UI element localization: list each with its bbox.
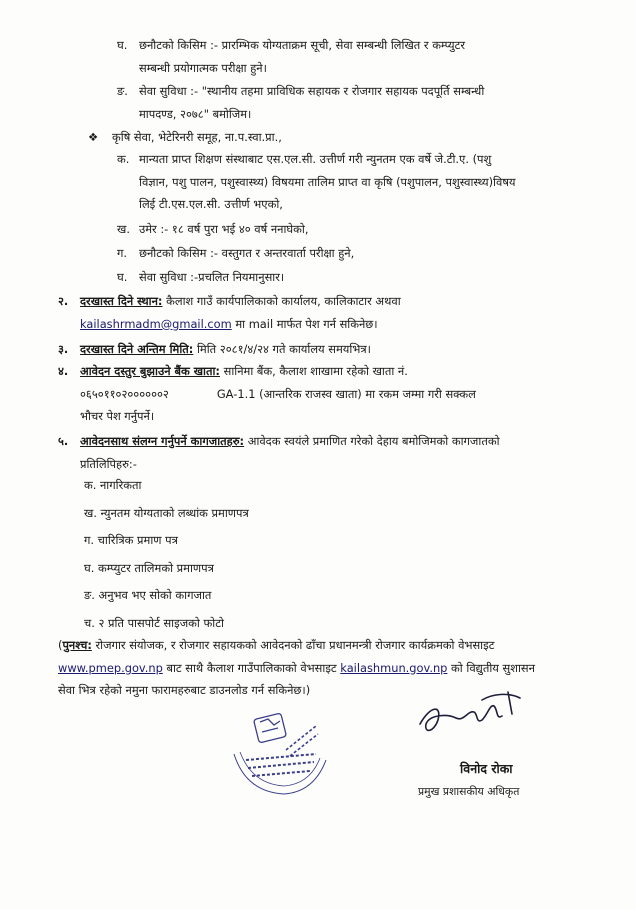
top-item-gha [117, 34, 585, 79]
item-mark: घ. [117, 270, 128, 284]
handwritten-signature-icon [412, 684, 532, 744]
top-item-nga [117, 80, 585, 125]
section-text: आवेदक स्वयंले प्रमाणित गरेको देहाय बमोजिमको कागजातको [247, 434, 500, 448]
item-mark: ख. [117, 222, 130, 236]
krishi-heading [88, 126, 588, 149]
item-text: सेवा सुविधा :-प्रचलित नियमानुसार। [139, 270, 285, 284]
section-text: भौचर पेश गर्नुपर्ने। [80, 409, 155, 423]
signatory-name: विनोद रोका [460, 761, 513, 776]
email-link[interactable]: kailashrmadm@gmail.com [80, 316, 232, 331]
item-text: उमेर :- १८ वर्ष पुरा भई ४० वर्ष ननाघेको, [139, 222, 309, 236]
section-4 [58, 360, 588, 428]
office-seal-stamp-icon [226, 710, 334, 800]
section-text: सानिमा बैंक, कैलाश शाखामा रहेको खाता नं. [223, 364, 408, 378]
signatory-title: प्रमुख प्रशासकीय अधिकृत [418, 785, 520, 798]
krishi-item-gha [117, 266, 587, 289]
item-text: मान्यता प्राप्त शिक्षण संस्थाबाट एस.एल.सी. उत्तीर्ण गरी न्युनतम एक वर्षे जे.टी.ए. (पशु [139, 152, 492, 166]
item-text: छनौटको किसिम :- प्रारम्भिक योग्यताक्रम सूची, सेवा सम्बन्धी लिखित र कम्प्युटर [139, 38, 466, 52]
section-text: (आन्तरिक राजस्व खाता) मा रकम जम्मा गरी सक्कल [259, 386, 476, 401]
section-2 [58, 290, 588, 335]
kailash-website-link[interactable]: kailashmun.gov.np [340, 660, 448, 675]
list-item: च. २ प्रति पासपोर्ट साइजको फोटो [84, 615, 224, 630]
account-number: ०६५०११०२००००००२ [80, 386, 169, 401]
section-text: मिति २०८१/४/२४ गते कार्यालय समयभित्र। [196, 342, 371, 356]
list-item: ङ. अनुभव भए सोको कागजात [84, 588, 212, 602]
note-text: सेवा भित्र रहेको नमुना फारामहरुबाट डाउनलोड गर्न सकिनेछ।) [58, 683, 311, 697]
section-heading: आवेदनसाथ संलग्न गर्नुपर्ने कागजातहरु: [80, 434, 245, 448]
pmep-website-link[interactable]: www.pmep.gov.np [58, 660, 163, 675]
list-item: क. नागरिकता [84, 478, 142, 492]
krishi-title: कृषि सेवा, भेटेरिनरी समूह, ना.प.स्वा.प्रा., [112, 130, 282, 144]
krishi-item-ga [117, 242, 587, 265]
item-text: लिई टी.एस.एल.सी. उत्तीर्ण भएको, [139, 197, 283, 211]
note-text: बाट साथै कैलाश गाउँपालिकाको वेभसाइट [166, 660, 337, 675]
document-list [84, 474, 564, 634]
item-text: मापदण्ड, २०७८" बमोजिम। [139, 106, 252, 121]
section-number: ४. [58, 364, 69, 378]
krishi-item-ka [117, 148, 587, 216]
diamond-bullet-icon: ❖ [88, 130, 99, 144]
list-item: ख. न्युनतम योग्यताको लब्धांक प्रमाणपत्र [84, 505, 249, 520]
item-mark: ग. [117, 246, 128, 260]
item-text: छनौटको किसिम :- वस्तुगत र अन्तरवार्ता परीक्षा हुने, [139, 246, 355, 260]
item-mark: क. [117, 152, 130, 166]
item-mark: ङ. [117, 84, 128, 98]
item-text: विज्ञान, पशु पालन, पशुस्वास्थ्य) विषयमा तालिम प्राप्त वा कृषि (पशुपालन, पशुस्वास्थ्य)विषय [139, 174, 516, 189]
note-text: को विद्युतीय सुशासन [451, 660, 535, 675]
section-heading: दरखास्त दिने अन्तिम मिति: [80, 342, 194, 356]
note-text: रोजगार संयोजक, र रोजगार सहायकको आवेदनको ढाँचा प्रधानमन्त्री रोजगार कार्यक्रमको वेभसाइट [95, 638, 495, 652]
section-number: ५. [58, 434, 69, 448]
section-number: २. [58, 294, 69, 308]
list-item: ग. चारित्रिक प्रमाण पत्र [84, 533, 178, 547]
item-text: सेवा सुविधा :- "स्थानीय तहमा प्राविधिक सहायक र रोजगार सहायक पदपूर्ति सम्बन्धी [139, 84, 485, 98]
section-text: कैलाश गाउँ कार्यपालिकाको कार्यालय, कालिकाटार अथवा [166, 294, 401, 308]
section-heading: दरखास्त दिने स्थान: [80, 294, 163, 308]
krishi-item-kha [117, 218, 587, 241]
section-number: ३. [58, 342, 69, 356]
item-text: सम्बन्धी प्रयोगात्मक परीक्षा हुने। [139, 60, 267, 75]
section-text: मा mail मार्फत पेश गर्न सकिनेछ। [235, 316, 378, 331]
section-text: प्रतिलिपिहरु:- [80, 456, 137, 471]
section-3 [58, 338, 588, 361]
account-code: GA-1.1 [216, 386, 256, 401]
list-item: घ. कम्प्युटर तालिमको प्रमाणपत्र [84, 560, 214, 575]
section-heading: आवेदन दस्तुर बुझाउने बैंक खाता: [80, 364, 220, 378]
section-5 [58, 430, 588, 475]
item-mark: घ. [117, 38, 128, 52]
note-label: पुनश्च: [62, 638, 92, 652]
note-paren: ( [58, 638, 63, 652]
